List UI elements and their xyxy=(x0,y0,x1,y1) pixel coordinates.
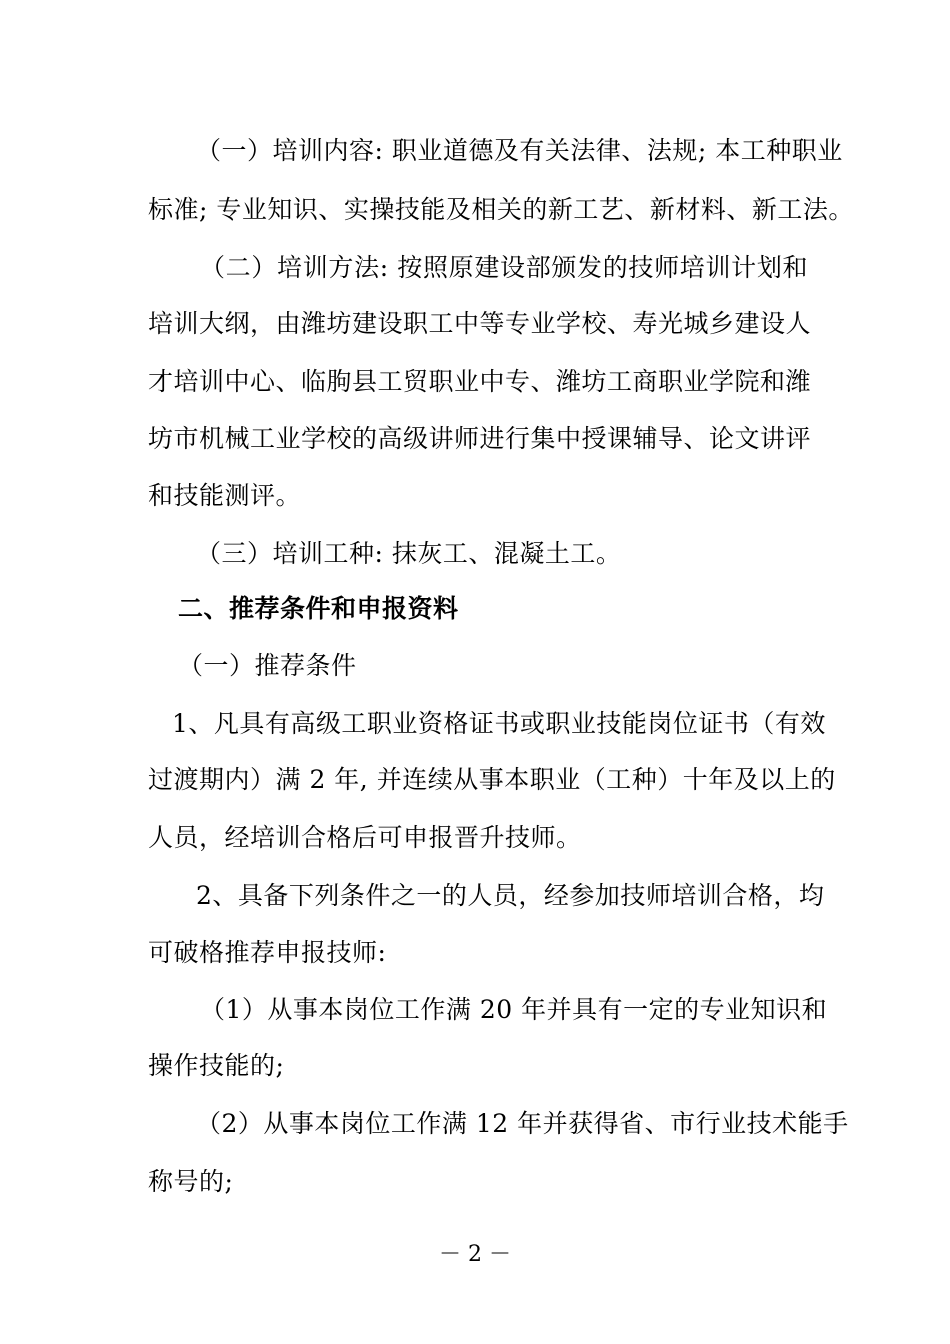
training-method-line-4: 坊市机械工业学校的高级讲师进行集中授课辅导、论文讲评 xyxy=(148,424,812,453)
condition-2-line-2: 可破格推荐申报技师: xyxy=(148,938,387,967)
training-method-line-2: 培训大纲，由潍坊建设职工中等专业学校、寿光城乡建设人 xyxy=(148,309,812,338)
training-content-line-2: 标准; 专业知识、实操技能及相关的新工艺、新材料、新工法。 xyxy=(148,195,854,224)
section-heading: 二、推荐条件和申报资料 xyxy=(178,594,459,623)
subsection-heading: （一）推荐条件 xyxy=(178,651,357,680)
training-trades-line: （三）培训工种: 抹灰工、混凝土工。 xyxy=(196,539,622,568)
condition-2-item-1-line-2: 操作技能的; xyxy=(148,1051,285,1080)
condition-1-line-1: 1、凡具有高级工职业资格证书或职业技能岗位证书（有效 xyxy=(172,709,826,738)
condition-2-item-2-line-2: 称号的; xyxy=(148,1167,234,1196)
training-method-line-1: （二）培训方法: 按照原建设部颁发的技师培训计划和 xyxy=(200,253,808,282)
condition-1-line-3: 人员，经培训合格后可申报晋升技师。 xyxy=(148,823,582,852)
condition-2-item-2-line-1: （2）从事本岗位工作满 12 年并获得省、市行业技术能手 xyxy=(196,1109,849,1138)
training-method-line-3: 才培训中心、临朐县工贸职业中专、潍坊工商职业学院和潍 xyxy=(148,367,812,396)
page-number: － 2 － xyxy=(439,1242,511,1267)
training-method-line-5: 和技能测评。 xyxy=(148,481,302,510)
training-content-line-1: （一）培训内容: 职业道德及有关法律、法规; 本工种职业 xyxy=(196,136,843,165)
condition-1-line-2: 过渡期内）满 2 年, 并连续从事本职业（工种）十年及以上的 xyxy=(148,765,836,794)
condition-2-line-1: 2、具备下列条件之一的人员，经参加技师培训合格，均 xyxy=(196,881,825,910)
condition-2-item-1-line-1: （1）从事本岗位工作满 20 年并具有一定的专业知识和 xyxy=(200,995,828,1024)
